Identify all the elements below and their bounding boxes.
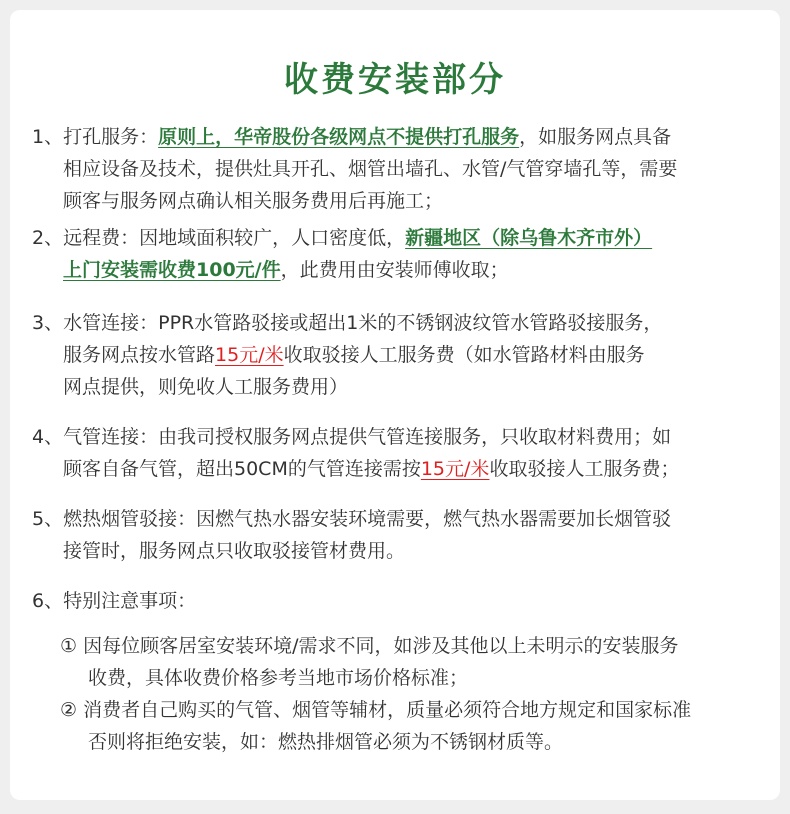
- section-drilling-service: [32, 121, 772, 217]
- section-special-notes: [32, 585, 772, 617]
- section-label: 气管连接：: [63, 426, 159, 448]
- body-text: 顾客自备气管，超出50CM的气管连接需按: [63, 458, 421, 480]
- body-text: 服务网点按水管路: [63, 344, 216, 366]
- section-number: 6、: [32, 590, 64, 612]
- body-text: PPR水管路驳接或超出1米的不锈钢波纹管水管路驳接服务，: [158, 312, 663, 334]
- body-text: 网点提供，则免收人工服务费用）: [63, 376, 349, 398]
- content-card: [10, 10, 780, 800]
- body-text: 收费，具体收费价格参考当地市场价格标准；: [88, 667, 469, 689]
- note-marker: ②: [60, 699, 78, 721]
- body-text: 因每位顾客居室安装环境/需求不同，如涉及其他以上未明示的安装服务: [83, 635, 679, 657]
- section-water-pipe: [32, 307, 772, 403]
- section-label: 水管连接：: [63, 312, 159, 334]
- body-text: ，此费用由安装师傅收取；: [280, 259, 509, 281]
- body-text: 相应设备及技术，提供灶具开孔、烟管出墙孔、水管/气管穿墙孔等，需要: [63, 158, 678, 180]
- note-item-1: [60, 630, 772, 694]
- section-number: 1、: [32, 126, 64, 148]
- section-number: 5、: [32, 508, 64, 530]
- section-number: 3、: [32, 312, 64, 334]
- section-flue-pipe: [32, 503, 772, 567]
- section-number: 4、: [32, 426, 64, 448]
- body-text: 因地域面积较广，人口密度低，: [139, 227, 406, 249]
- note-item-2: [60, 694, 772, 758]
- highlight-text: 上门安装需收费100元/件: [63, 259, 281, 281]
- highlight-text: 原则上，华帝股份各级网点不提供打孔服务: [158, 126, 520, 148]
- body-text: 消费者自己购买的气管、烟管等辅材，质量必须符合地方规定和国家标准: [83, 699, 692, 721]
- body-text: 因燃气热水器安装环境需要，燃气热水器需要加长烟管驳: [196, 508, 672, 530]
- section-label: 燃热烟管驳接：: [63, 508, 197, 530]
- body-text: 由我司授权服务网点提供气管连接服务，只收取材料费用；如: [158, 426, 672, 448]
- section-label: 打孔服务：: [63, 126, 159, 148]
- body-text: 收取驳接人工服务费（如水管路材料由服务: [283, 344, 645, 366]
- section-remote-fee: [32, 222, 772, 286]
- body-text: 接管时，服务网点只收取驳接管材费用。: [63, 540, 406, 562]
- body-text: 收取驳接人工服务费；: [489, 458, 680, 480]
- price-text: 15元/米: [215, 344, 284, 366]
- body-text: 否则将拒绝安装，如：燃热排烟管必须为不锈钢材质等。: [88, 731, 564, 753]
- section-label: 远程费：: [63, 227, 140, 249]
- body-text: 顾客与服务网点确认相关服务费用后再施工；: [63, 190, 444, 212]
- page-title: 收费安装部分: [284, 60, 506, 100]
- section-number: 2、: [32, 227, 64, 249]
- body-text: ，如服务网点具备: [519, 126, 672, 148]
- section-label: 特别注意事项：: [63, 590, 197, 612]
- section-gas-pipe: [32, 421, 772, 485]
- note-marker: ①: [60, 635, 78, 657]
- price-text: 15元/米: [420, 458, 490, 480]
- highlight-text: 新疆地区（除乌鲁木齐市外）: [405, 227, 653, 249]
